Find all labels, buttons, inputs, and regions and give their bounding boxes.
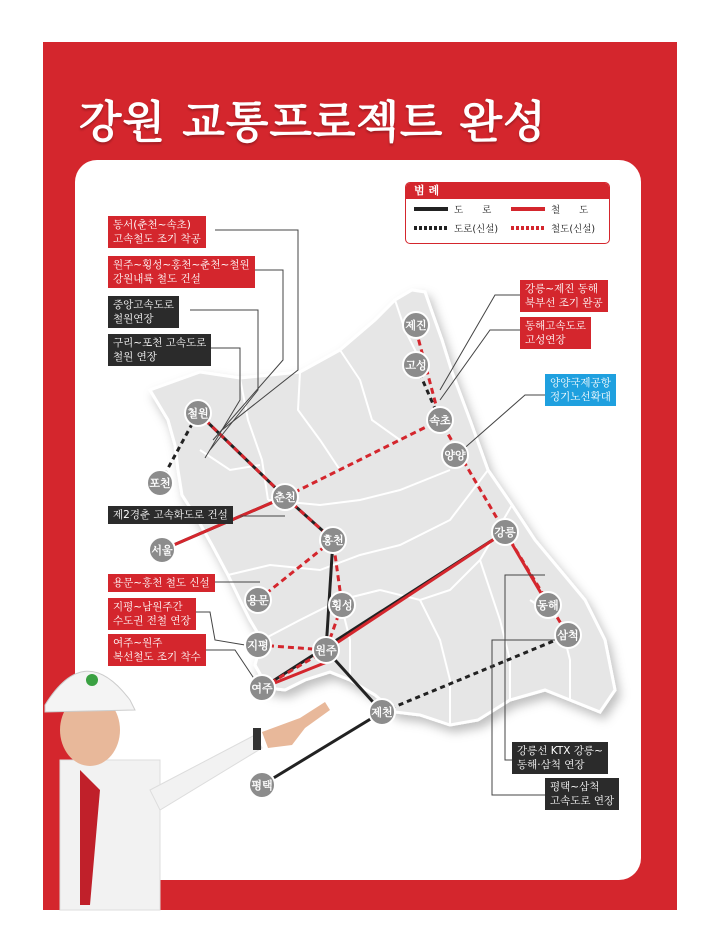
city-label: 제진 [405,319,427,332]
city-hongcheon [320,527,346,553]
city-samcheok [555,622,581,648]
city-pocheon [147,470,173,496]
city-yangyang [442,442,468,468]
project-label-gangwon-east-west-hsr: 동서(춘천~속초) 고속철도 조기 착공 [108,216,206,248]
city-donghae [535,592,561,618]
project-label-gangneung-ktx: 강릉선 KTX 강릉~ 동해·삼척 연장 [512,742,608,774]
city-label: 철원 [187,407,209,420]
project-label-inland-railway: 원주~횡성~홍천~춘천~철원 강원내륙 철도 건설 [108,256,255,288]
city-label: 여주 [251,682,273,695]
city-label: 춘천 [274,491,296,504]
project-label-donghae-expressway: 동해고속도로 고성연장 [520,317,591,349]
city-chuncheon [272,484,298,510]
city-label: 양양 [444,449,466,462]
legend-rail-new-label: 철도(신설) [551,224,596,235]
city-jejin [403,312,429,338]
city-label: 강릉 [494,526,516,539]
city-label: 속초 [429,414,451,427]
legend-road-new-swatch [414,226,448,230]
city-label: 삼척 [557,629,579,642]
legend-road-new-label: 도로(신설) [454,224,499,235]
city-label: 서울 [151,544,173,557]
project-label-yeoju-wonju-rail: 여주~원주 복선철도 조기 착수 [108,634,206,666]
legend-rail-new-swatch [511,226,545,230]
city-wonju [313,637,339,663]
person-illustration [45,671,330,910]
city-sokcho [427,407,453,433]
city-label: 제천 [371,706,393,719]
city-cheolwon [185,400,211,426]
legend-rail-label: 철 도 [551,205,589,216]
city-label: 홍천 [322,534,344,547]
project-label-yongmun-hongcheon-rail: 용문~홍천 철도 신설 [108,574,215,592]
city-label: 횡성 [331,599,353,612]
legend-rail-swatch [511,207,545,211]
city-label: 동해 [537,599,559,612]
city-hoengseong [329,592,355,618]
city-pyeongtaek [249,772,275,798]
project-label-jungang-expressway: 중앙고속도로 철원연장 [108,296,179,328]
city-label: 지평 [247,639,269,652]
project-label-2nd-gyeongchun-road: 제2경춘 고속화도로 건설 [108,506,233,524]
city-jecheon [369,699,395,725]
city-gangneung [492,519,518,545]
city-label: 원주 [315,644,337,657]
legend-heading: 범 례 [406,183,609,199]
city-label: 포천 [149,477,171,490]
city-yongmun [245,587,271,613]
project-label-pyeongtaek-samcheok-expressway: 평택~삼척 고속도로 연장 [545,778,619,810]
legend-road-label: 도 로 [454,205,492,216]
city-goseong [403,352,429,378]
project-label-donghae-bukbu-line: 강릉~제진 동해 북부선 조기 완공 [520,280,608,312]
project-label-jipyeong-namwonju-subway: 지평~남원주간 수도권 전철 연장 [108,598,196,630]
road-pyeongtaek-jecheon [262,712,382,785]
city-label: 용문 [247,594,269,607]
legend [405,182,610,244]
legend-road-swatch [414,207,448,211]
city-yeoju [249,675,275,701]
city-label: 평택 [251,779,273,792]
city-jipyeong [245,632,271,658]
project-label-yangyang-airport: 양양국제공항 정기노선확대 [545,374,616,406]
city-seoul [149,537,175,563]
city-label: 고성 [405,359,427,372]
page-title: 강원 교통프로젝트 완성 [79,97,547,148]
project-label-guri-pocheon-expressway: 구리~포천 고속도로 철원 연장 [108,334,211,366]
